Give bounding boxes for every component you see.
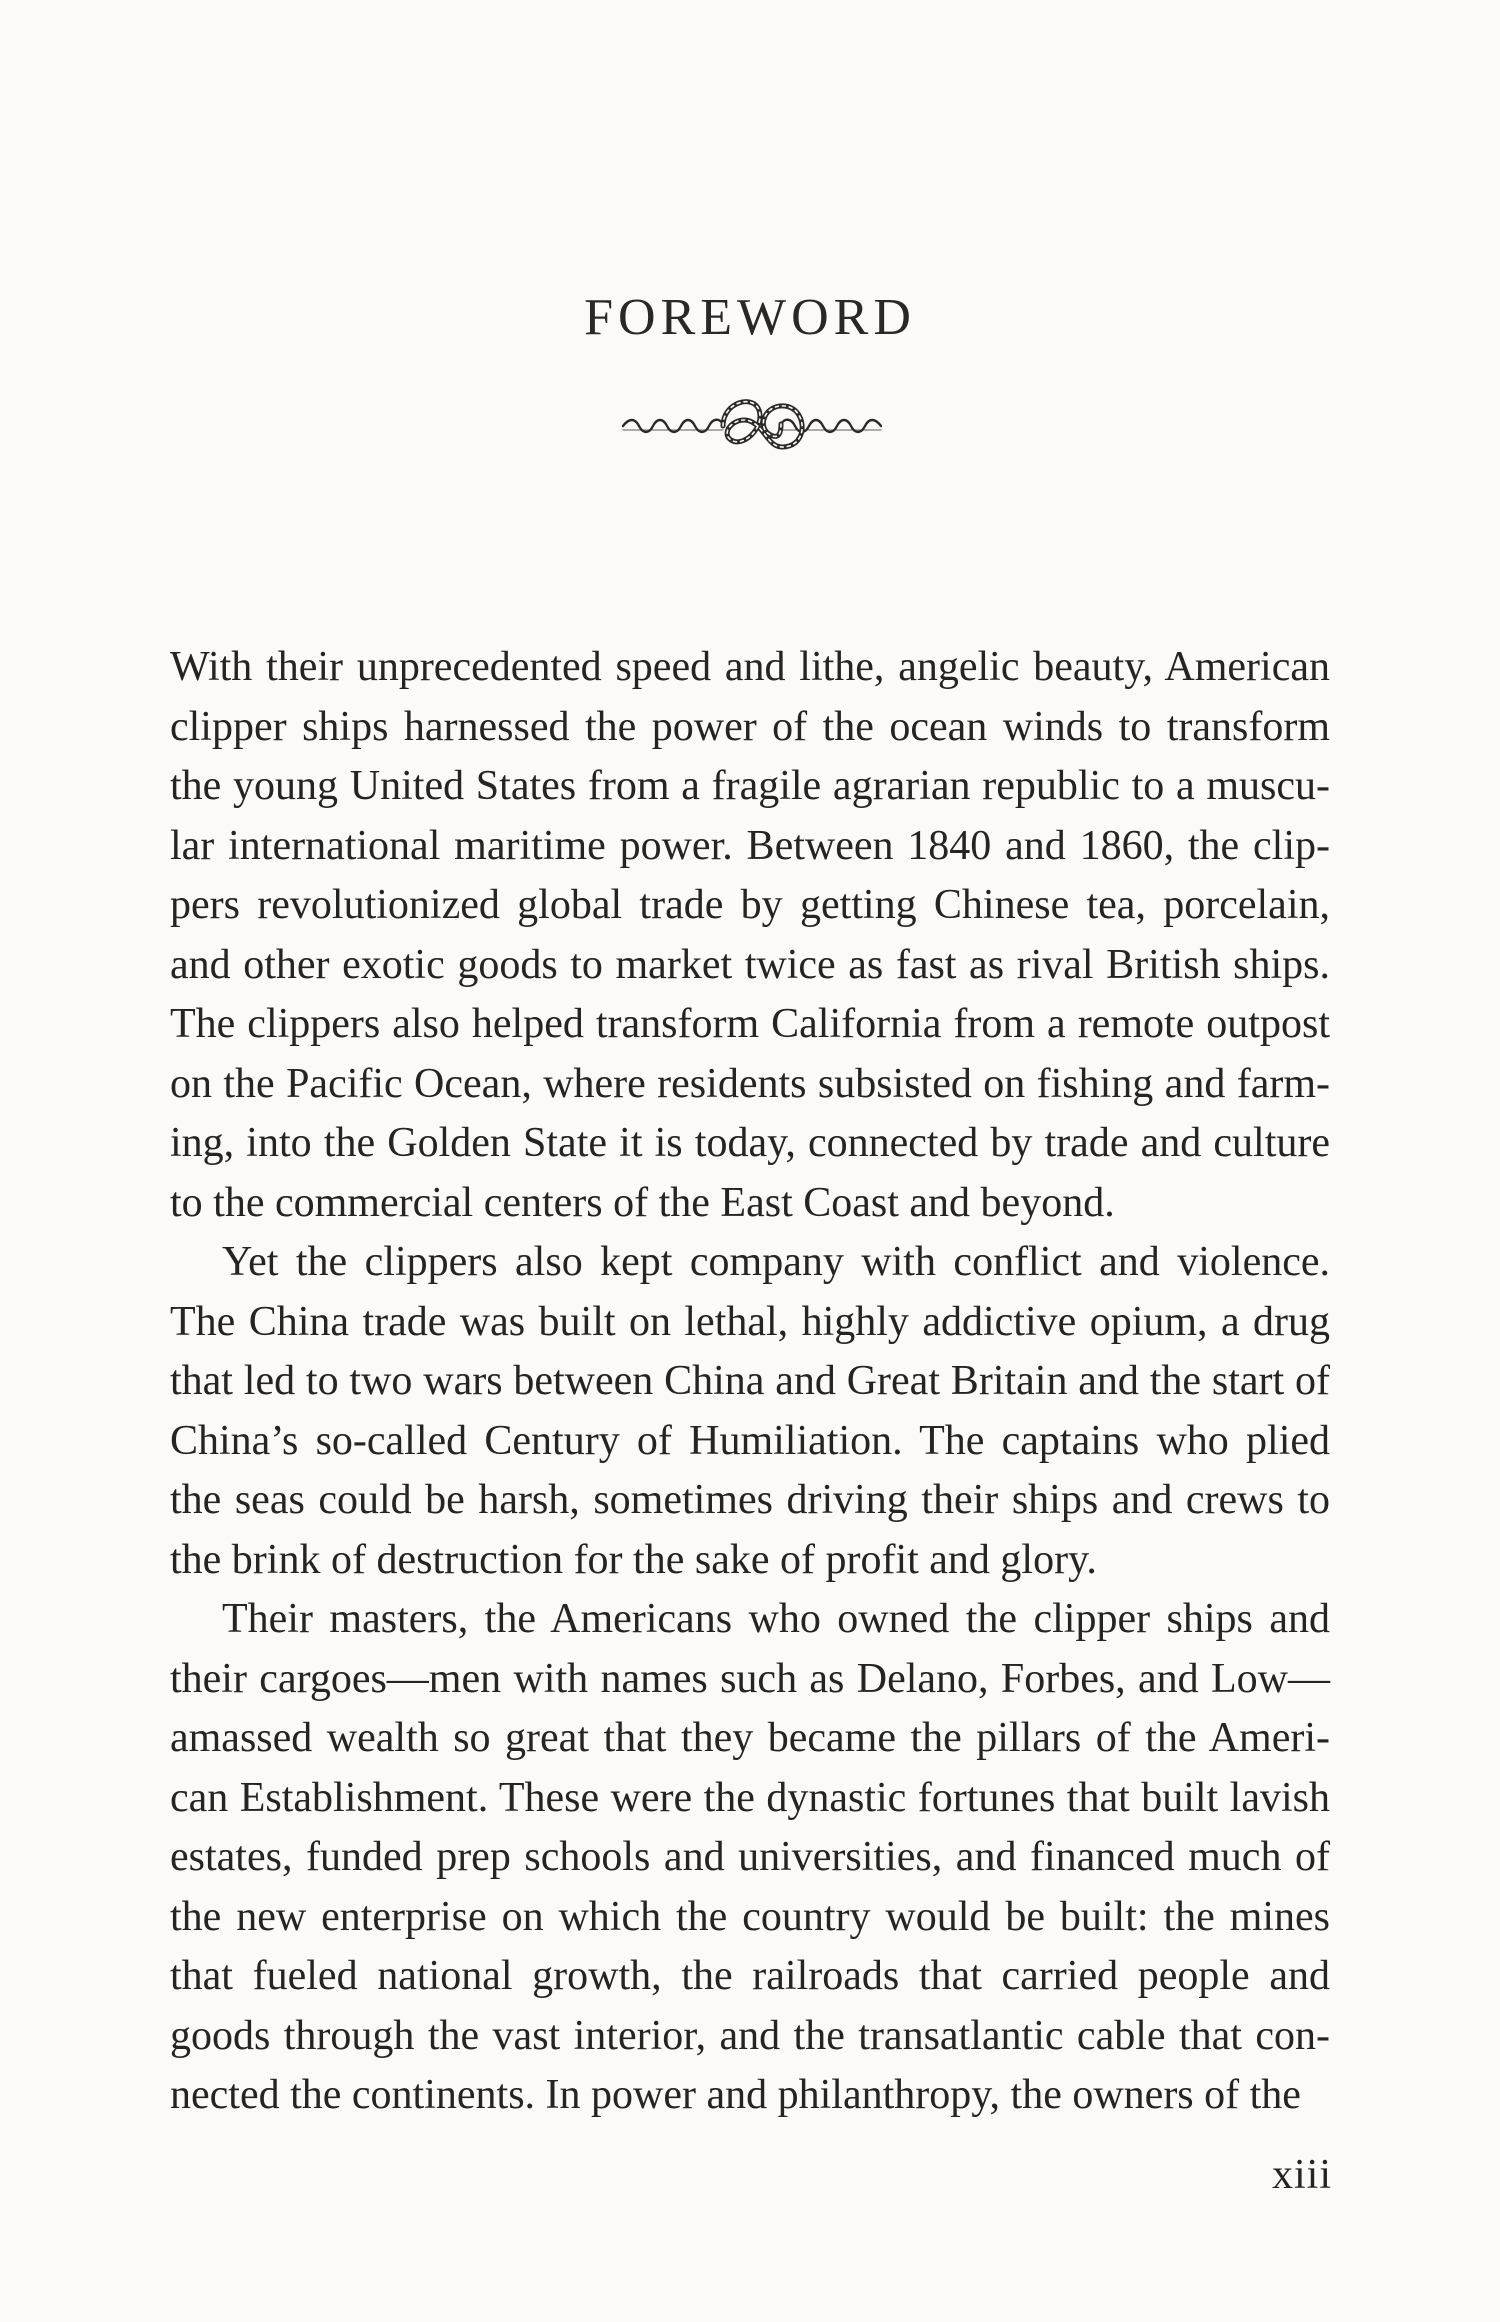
paragraph-1: With their unprecedented speed and lithe, angelic beauty, American clipper ships harnessed the power of the ocean winds to transform the young United States from a fragile agrarian republic to a muscular international maritime power. Between 1840 and 1860, the clippers revolutionized global trade by getting Chinese tea, porcelain, and other exotic goods to market twice as fast as rival British ships. The clippers also helped transform California from a remote outpost on the Pacific Ocean, where residents subsisted on fishing and farming, into the Golden State it is today, connected by trade and culture to the commercial centers of the East Coast and beyond. [170, 644, 1330, 1226]
paragraph-2: Yet the clippers also kept company with conflict and violence. The China trade was built on lethal, highly addictive opium, a drug that led to two wars between China and Great Britain and the start of China’s so-called Century of Humiliation. The captains who plied the seas could be harsh, sometimes driving their ships and crews to the brink of destruction for the sake of profit and glory. [170, 1239, 1330, 1583]
rope-knot-ornament-icon [619, 388, 885, 456]
paragraph-3: Their masters, the Americans who owned the clipper ships and their cargoes—men with names such as Delano, Forbes, and Low— amassed wealth so great that they became the pillars of the American Establishment. These were the dynastic fortunes that built lavish estates, funded prep schools and universities, and financed much of the new enterprise on which the country would be built: the mines that fueled national growth, the railroads that carried people and goods through the vast interior, and the transatlantic cable that connected the continents. In power and philanthropy, the owners of the [170, 1596, 1330, 2118]
chapter-heading: FOREWORD [584, 289, 916, 346]
page-number: xiii [1271, 2152, 1332, 2198]
foreword-body [170, 638, 1330, 2126]
